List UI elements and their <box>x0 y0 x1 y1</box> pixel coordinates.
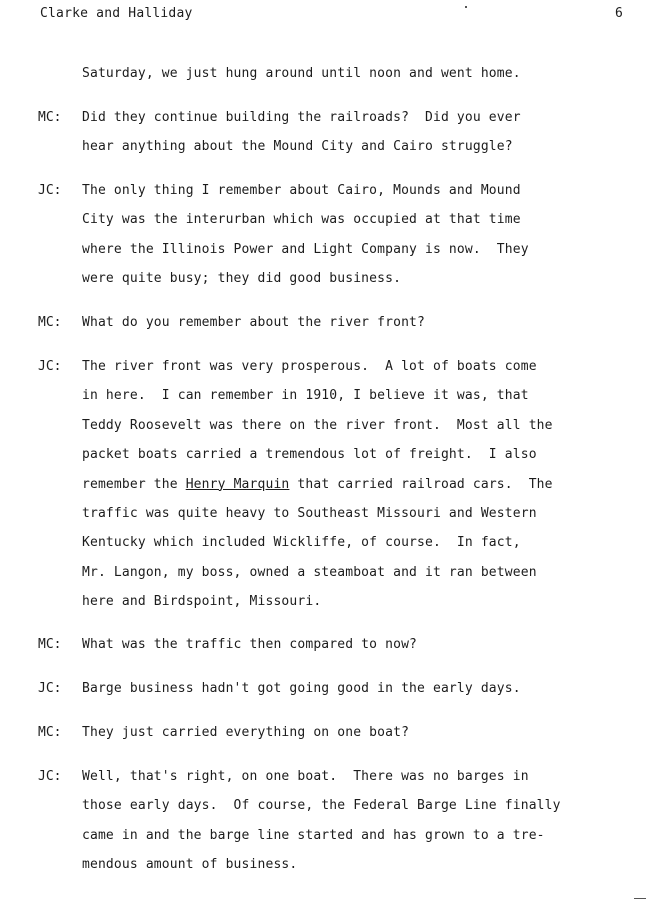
text-line <box>82 535 642 564</box>
text-segment: Kentucky which included Wickliffe, of course. In fact, <box>82 535 521 551</box>
text-line <box>82 359 642 388</box>
text-line <box>82 637 642 666</box>
speaker-label: JC: <box>38 359 62 374</box>
speaker-label: JC: <box>38 769 62 784</box>
text-segment: Mr. Langon, my boss, owned a steamboat and it ran between <box>82 564 537 580</box>
text-segment: traffic was quite heavy to Southeast Missouri and Western <box>82 505 537 521</box>
text-line <box>82 565 642 594</box>
entry-text <box>82 110 642 169</box>
text-segment: Barge business hadn't got going good in the early days. <box>82 681 521 696</box>
entry-text <box>82 637 642 666</box>
speaker-label: MC: <box>38 725 62 740</box>
text-line <box>82 388 642 417</box>
text-segment: Saturday, we just hung around until noon and went home. <box>82 66 521 81</box>
speaker-label: MC: <box>38 637 62 652</box>
text-segment: here and Birdspoint, Missouri. <box>82 594 322 610</box>
entry-text <box>82 315 642 344</box>
text-line <box>82 212 642 241</box>
text-segment: City was the interurban which was occupied at that time <box>82 212 521 228</box>
entry-text <box>82 183 642 301</box>
speaker-label: JC: <box>38 183 62 198</box>
text-line <box>82 681 642 710</box>
entry-text <box>82 66 642 95</box>
text-segment: Well, that's right, on one boat. There was no barges in <box>82 769 529 784</box>
text-segment: The river front was very prosperous. A lot of boats come <box>82 359 537 374</box>
text-segment: remember the <box>82 476 186 492</box>
text-line <box>82 857 642 886</box>
speaker-label: MC: <box>38 110 62 125</box>
text-segment: They just carried everything on one boat? <box>82 725 410 740</box>
entry-text <box>82 681 642 710</box>
scan-speck <box>465 6 467 8</box>
running-header: Clarke and Halliday <box>40 6 193 21</box>
text-line <box>82 315 642 344</box>
text-line <box>82 769 642 798</box>
entry-text <box>82 725 642 754</box>
page-number: 6 <box>615 6 623 21</box>
text-line <box>82 139 642 168</box>
entry-text <box>82 359 642 624</box>
text-line <box>82 798 642 827</box>
text-segment: packet boats carried a tremendous lot of freight. I also <box>82 447 537 463</box>
underlined-title: Henry Marquin <box>185 476 290 492</box>
text-segment: those early days. Of course, the Federal Barge Line finally <box>82 798 561 814</box>
text-segment: What was the traffic then compared to now? <box>82 637 418 652</box>
text-segment: The only thing I remember about Cairo, Mounds and Mound <box>82 183 521 198</box>
text-segment: that carried railroad cars. The <box>289 476 553 492</box>
text-segment: were quite busy; they did good business. <box>82 271 402 287</box>
speaker-label: JC: <box>38 681 62 696</box>
text-line <box>82 271 642 300</box>
text-line <box>82 110 642 139</box>
speaker-label: MC: <box>38 315 62 330</box>
text-line <box>82 594 642 623</box>
text-line <box>82 242 642 271</box>
text-line <box>82 447 642 476</box>
text-line <box>82 506 642 535</box>
text-segment: Did they continue building the railroads? Did you ever <box>82 110 521 125</box>
scan-mark <box>634 898 646 899</box>
text-segment: Teddy Roosevelt was there on the river front. Most all the <box>82 417 553 433</box>
text-line <box>82 183 642 212</box>
text-segment: where the Illinois Power and Light Company is now. They <box>82 241 529 257</box>
text-line <box>82 477 642 506</box>
text-line <box>82 418 642 447</box>
text-line <box>82 725 642 754</box>
text-segment: What do you remember about the river front? <box>82 315 425 330</box>
text-segment: mendous amount of business. <box>82 857 298 873</box>
text-line <box>82 828 642 857</box>
text-segment: hear anything about the Mound City and Cairo struggle? <box>82 139 513 155</box>
text-segment: in here. I can remember in 1910, I believe it was, that <box>82 388 529 404</box>
text-line <box>82 66 642 95</box>
entry-text <box>82 769 642 887</box>
text-segment: came in and the barge line started and has grown to a tre- <box>82 827 545 843</box>
